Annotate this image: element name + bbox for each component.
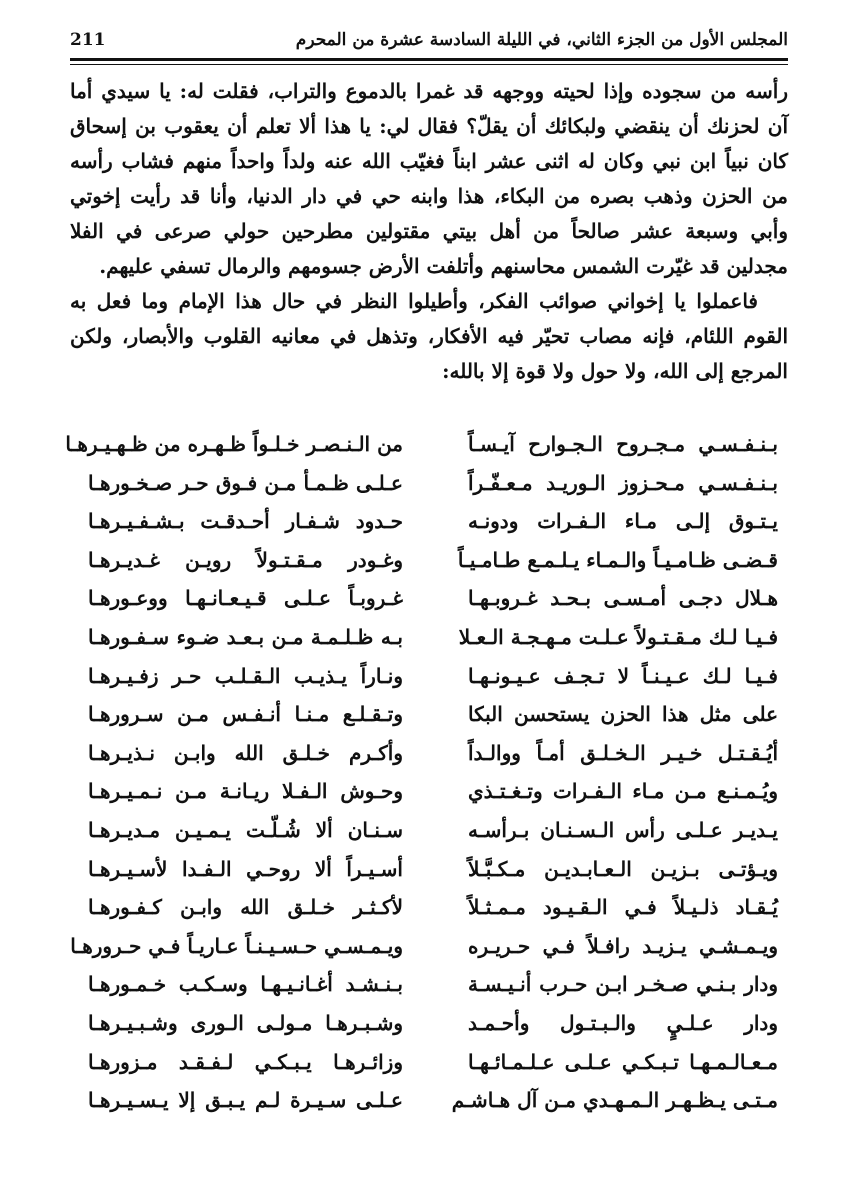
verse-first-hemistich: هـلال دجـى أمـسـى بـحـد غـروبـهـا bbox=[468, 586, 778, 611]
verse-second-hemistich: سـنـان ألا شُـلّـت يـمـيـن مـديـرهـا bbox=[88, 817, 403, 842]
verse-first-hemistich: فـيـا لـك مـقـتـولاً عـلـت مـهـجـة الـعـلا bbox=[458, 624, 778, 649]
verse bbox=[70, 464, 788, 503]
verse bbox=[65, 425, 788, 464]
verse-first-hemistich: قـضـى ظـامـيـاً والـمـاء يـلـمـع طـامـيـاً bbox=[457, 547, 778, 572]
verse bbox=[70, 695, 788, 734]
verse-second-hemistich: عـلـى ظـمـأ مـن فـوق حـر صـخـورهـا bbox=[88, 470, 403, 495]
header-title: المجلس الأول من الجزء الثاني، في الليلة السادسة عشرة من المحرم bbox=[295, 30, 788, 50]
verse-first-hemistich: بـنـفـسـي مـجـروح الـجـوارح آيـسـاً bbox=[468, 432, 778, 456]
verse-second-hemistich: وشـبـرهـا مـولـى الـورى وشـبـيـرهـا bbox=[88, 1010, 403, 1035]
verse-second-hemistich: من الـنـصـر خـلـواً ظـهـره من ظـهـيـرهـا bbox=[65, 432, 403, 456]
verse-second-hemistich: لأكـثـر خـلـق الله وابـن كـفـورهـا bbox=[88, 895, 403, 920]
book-page bbox=[65, 0, 788, 1199]
header-rule-thin bbox=[70, 64, 788, 65]
running-header bbox=[70, 30, 788, 58]
verse-second-hemistich: حـدود شـفـار أحـدقـت بـشـفـيـرهـا bbox=[88, 509, 403, 534]
verse-second-hemistich: عـلـى سـيـرة لـم يـبـق إلا يـسـيـرهـا bbox=[88, 1088, 403, 1113]
verse-second-hemistich: أسـيـراً ألا روحـي الـفـدا لأسـيـرهـا bbox=[88, 856, 403, 881]
verse-second-hemistich: بـه ظـلـمـة مـن بـعـد ضـوء سـفـورهـا bbox=[88, 624, 403, 649]
verse bbox=[70, 657, 788, 696]
verse-second-hemistich: وزائـرهـا يـبـكـي لـفـقـد مـزورهـا bbox=[88, 1049, 403, 1074]
verse-second-hemistich: بـنـشـد أغـانـيـهـا وسـكـب خـمـورهـا bbox=[88, 972, 403, 997]
verse bbox=[70, 811, 788, 850]
verse-first-hemistich: على مثل هذا الحزن يستحسن البكا bbox=[468, 702, 778, 727]
verse-first-hemistich: يُـقـاد ذلـيـلاً فـي الـقـيـود مـمـثـلاً bbox=[468, 895, 778, 920]
verse bbox=[70, 502, 788, 541]
verse-second-hemistich: ويـمـسـي حـسـيـنـاً عـاريـاً فـي حـرورهـا bbox=[70, 933, 403, 958]
verse-first-hemistich: مـعـالـمـهـا تـبـكـي عـلـى عـلـمـائـهـا bbox=[468, 1049, 778, 1074]
poem bbox=[65, 425, 788, 1120]
verse-second-hemistich: وحـوش الـفـلا ريـانـة مـن نـمـيـرهـا bbox=[88, 779, 403, 804]
verse bbox=[70, 772, 788, 811]
verse-first-hemistich: بـنـفـسـي مـحـزوز الـوريـد مـعـفّـراً bbox=[468, 470, 778, 495]
verse bbox=[70, 965, 788, 1004]
verse bbox=[70, 888, 788, 927]
verse bbox=[70, 541, 788, 580]
verse-first-hemistich: ويـمـشـي يـزيـد رافـلاً فـي حـريـره bbox=[468, 933, 778, 958]
verse-second-hemistich: غـروبـاً عـلـى قـيـعـانـهـا ووعـورهـا bbox=[88, 586, 403, 611]
paragraph: رأسه من سجوده وإذا لحيته ووجهه قد غمرا بالدموع والتراب، فقلت له: يا سيدي أما آن لحزنك أن ينقضي ولبكائك أن يقلّ؟ فقال لي: يا هذا ألا تعلم أن يعقوب بن إسحاق كان نبياً ابن نبي وكان له اثنى عشر ابناً فغيّب الله عنه ولداً واحداً منهم فشاب رأسه من الحزن وذهب بصره من البكاء، هذا وابنه حي في دار الدنيا، وأنا قد رأيت إخوتي وأبي وسبعة عشر صالحاً من أهل بيتي مقتولين مطرحين حولي صرعى في الفلا مجدلين قد غيّرت الشمس محاسنهم وأتلفت الأرض جسومهم والرمال تسفي عليهم. bbox=[70, 79, 788, 278]
verse bbox=[70, 734, 788, 773]
verse-second-hemistich: وغـودر مـقـتـولاً رويـن غـديـرهـا bbox=[88, 547, 403, 572]
page-number: 211 bbox=[70, 30, 106, 50]
header-rule-thick bbox=[70, 58, 788, 61]
verse-second-hemistich: ونـاراً يـذيـب الـقـلـب حـر زفـيـرهـا bbox=[88, 663, 403, 688]
verse bbox=[70, 1081, 788, 1120]
verse-first-hemistich: فـيـا لـك عـيـنـاً لا تـجـف عـيـونـهـا bbox=[468, 663, 778, 688]
verse-first-hemistich: أيُـقـتـل خـيـر الـخـلـق أمـاً ووالـداً bbox=[468, 740, 778, 765]
prose-body bbox=[70, 74, 788, 389]
verse bbox=[70, 618, 788, 657]
verse-second-hemistich: وأكـرم خـلـق الله وابـن نـذيـرهـا bbox=[88, 740, 403, 765]
verse-first-hemistich: يـتـوق إلـى مـاء الـفـرات ودونـه bbox=[468, 509, 778, 534]
verse-first-hemistich: ودار بـنـي صـخـر ابـن حـرب أنـيـسـة bbox=[468, 972, 778, 997]
verse-second-hemistich: وتـقـلـع مـنـا أنـفـس مـن سـرورهـا bbox=[88, 702, 403, 727]
verse bbox=[70, 850, 788, 889]
verse bbox=[70, 927, 788, 966]
verse-first-hemistich: ويُـمـنـع مـن مـاء الـفـرات وتـغـتـذي bbox=[468, 779, 778, 804]
verse bbox=[70, 579, 788, 618]
verse-first-hemistich: مـتـى يـظـهـر الـمـهـدي مـن آل هـاشـم bbox=[451, 1088, 778, 1113]
verse-first-hemistich: ويـؤتـى بـزيـن الـعـابـديـن مـكـبَّـلاً bbox=[468, 856, 778, 881]
paragraph: فاعملوا يا إخواني صوائب الفكر، وأطيلوا النظر في حال هذا الإمام وما فعل به القوم اللئام، فإنه مصاب تحيّر فيه الأفكار، وتذهل في معانيه القلوب والأبصار، ولكن المرجع إلى الله، ولا حول ولا قوة إلا بالله: bbox=[70, 289, 788, 383]
verse-first-hemistich: يـديـر عـلـى رأس الـسـنـان بـرأسـه bbox=[468, 817, 778, 842]
verse bbox=[70, 1043, 788, 1082]
verse bbox=[70, 1004, 788, 1043]
verse-first-hemistich: ودار عـلـيٍ والـبـتـول وأحـمـد bbox=[468, 1010, 778, 1035]
